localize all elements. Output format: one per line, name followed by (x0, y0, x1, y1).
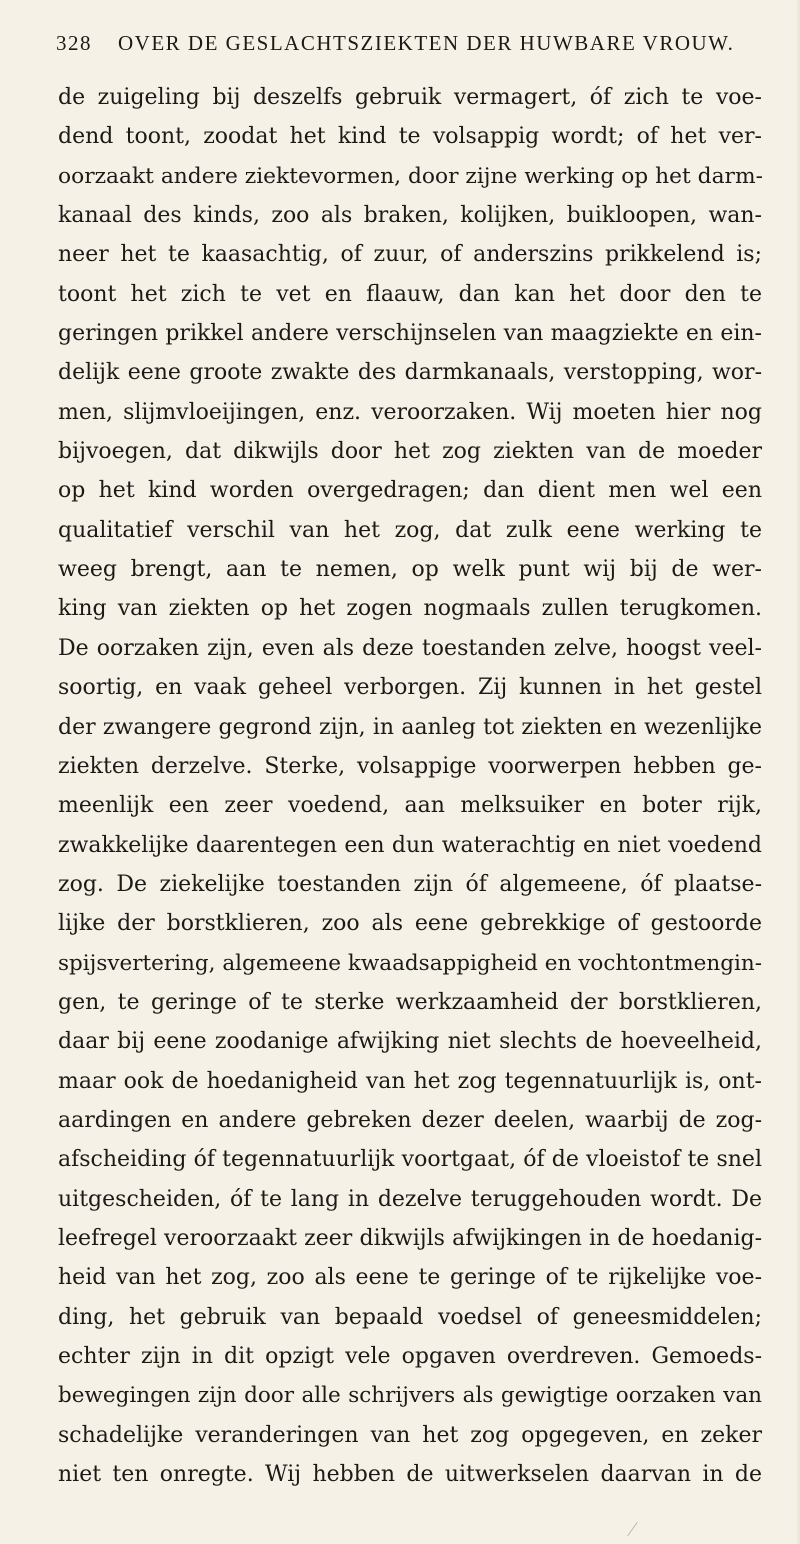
text-line: zwakkelijke daarentegen een dun waterachtig en niet voedend (58, 832, 762, 858)
text-line: neer het te kaasachtig, of zuur, of anderszins prikkelend is; (58, 242, 762, 268)
text-line: qualitatief verschil van het zog, dat zulk eene werking te (58, 517, 762, 543)
text-line: king van ziekten op het zogen nogmaals zullen terugkomen. (58, 596, 762, 622)
text-line: weeg brengt, aan te nemen, op welk punt wij bij de wer- (58, 557, 762, 583)
text-line: dend toont, zoodat het kind te volsappig wordt; of het ver- (58, 124, 762, 150)
text-line: bijvoegen, dat dikwijls door het zog ziekten van de moeder (58, 439, 762, 465)
text-line: men, slijmvloeijingen, enz. veroorzaken. Wij moeten hier nog (58, 399, 762, 425)
text-line: ding, het gebruik van bepaald voedsel of geneesmiddelen; (58, 1304, 762, 1330)
text-line: heid van het zog, zoo als eene te geringe of te rijkelijke voe- (58, 1265, 762, 1291)
text-line: niet ten onregte. Wij hebben de uitwerkselen daarvan in de (58, 1462, 762, 1488)
text-line: maar ook de hoedanigheid van het zog tegennatuurlijk is, ont- (58, 1068, 762, 1094)
text-line: echter zijn in dit opzigt vele opgaven overdreven. Gemoeds- (58, 1344, 762, 1369)
text-line: lijke der borstklieren, zoo als eene gebrekkige of gestoorde (58, 911, 762, 937)
text-line: De oorzaken zijn, even als deze toestanden zelve, hoogst veel- (58, 635, 762, 661)
text-line: der zwangere gegrond zijn, in aanleg tot ziekten en wezenlijke (58, 714, 762, 740)
text-line: uitgescheiden, óf te lang in dezelve teruggehouden wordt. De (58, 1186, 762, 1212)
text-line: zog. De ziekelijke toestanden zijn óf algemeene, óf plaatse- (58, 871, 762, 897)
text-line: soortig, en vaak geheel verborgen. Zij kunnen in het gestel (58, 675, 762, 701)
body-text (58, 78, 762, 1494)
text-line: kanaal des kinds, zoo als braken, kolijken, buikloopen, wan- (58, 203, 762, 229)
page-number: 328 (56, 31, 92, 55)
text-line: de zuigeling bij deszelfs gebruik vermagert, óf zich te voe- (58, 85, 762, 110)
text-line: daar bij eene zoodanige afwijking niet slechts de hoeveelheid, (58, 1029, 762, 1055)
margin-pencil-mark (627, 1522, 652, 1536)
text-line: aardingen en andere gebreken dezer deelen, waarbij de zog- (58, 1107, 762, 1133)
text-line: oorzaakt andere ziektevormen, door zijne werking op het darm- (58, 163, 763, 189)
running-title: OVER DE GESLACHTSZIEKTEN DER HUWBARE VROUW. (118, 31, 735, 55)
text-line: spijsvertering, algemeene kwaadsappigheid en vochtontmengin- (58, 950, 762, 976)
text-line: op het kind worden overgedragen; dan dient men wel een (58, 478, 762, 504)
text-line: bewegingen zijn door alle schrijvers als gewigtige oorzaken van (58, 1383, 762, 1409)
text-line: leefregel veroorzaakt zeer dikwijls afwijkingen in de hoedanig- (58, 1225, 762, 1251)
text-line: toont het zich te vet en flaauw, dan kan het door den te (58, 281, 762, 307)
text-line: afscheiding óf tegennatuurlijk voortgaat, óf de vloeistof te snel (58, 1147, 762, 1173)
text-line: ziekten derzelve. Sterke, volsappige voorwerpen hebben ge- (58, 753, 762, 779)
page-edge (796, 0, 800, 1544)
running-head (56, 28, 764, 58)
text-line: gen, te geringe of te sterke werkzaamheid der borstklieren, (58, 989, 762, 1015)
text-line: meenlijk een zeer voedend, aan melksuiker en boter rijk, (58, 793, 762, 819)
text-line: schadelijke veranderingen van het zog opgegeven, en zeker (58, 1422, 762, 1448)
text-line: geringen prikkel andere verschijnselen van maagziekte en ein- (58, 321, 762, 347)
text-line: delijk eene groote zwakte des darmkanaals, verstopping, wor- (58, 360, 762, 386)
